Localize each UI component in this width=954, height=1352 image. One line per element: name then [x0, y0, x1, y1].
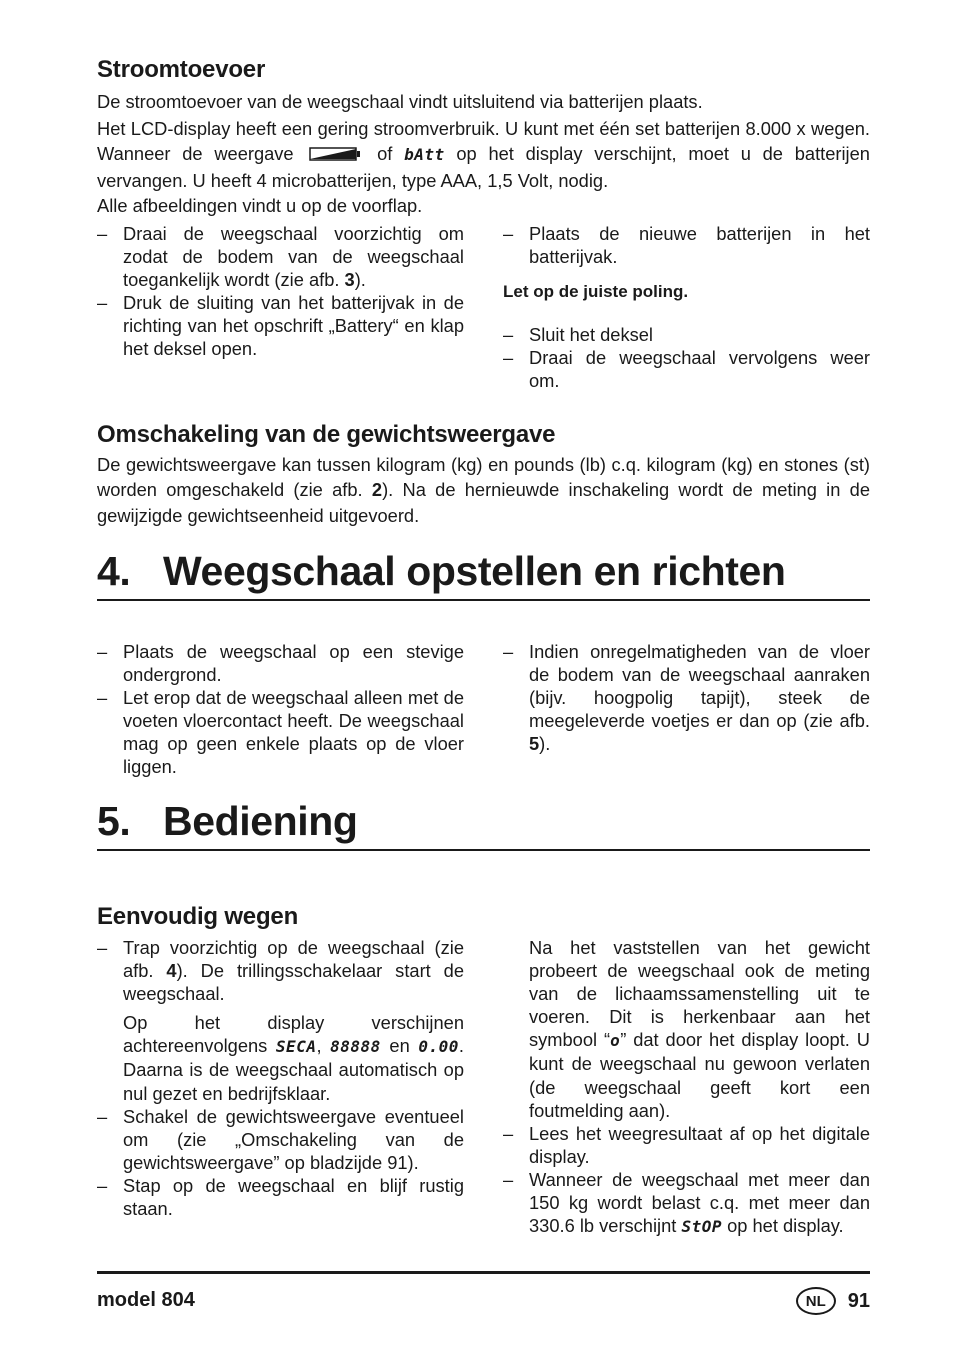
- list-item: – Plaats de weegschaal op een stevige ondergrond.: [97, 640, 464, 686]
- analysis-paragraph: Na het vaststellen van het gewicht probeert de weegschaal ook de meting van de lichaamssamenstelling uit te voeren. Dit is herkenbaar aan het symbool “o” dat door het display loopt. U kunt de weegschaal nu gewoon verlaten (de weegschaal geeft kort een foutmelding aan).: [529, 937, 870, 1121]
- list-item: – Draai de weegschaal voorzichtig om zodat de bodem van de weegschaal toegankelijk wordt (zie afb. 3).: [97, 222, 464, 291]
- section-heading-power: Stroomtoevoer: [97, 56, 266, 83]
- power-paragraph-2: Het LCD-display heeft een gering stroomverbruik. U kunt met één set batterijen 8.000 x wegen. Wanneer de weergave of bAtt op het display verschijnt, moet u de batterijen vervangen. U heeft 4 microbatterijen, type AAA, 1,5 Volt, nodig.: [97, 118, 870, 191]
- power-paragraph-3: Alle afbeeldingen vindt u op de voorflap.: [97, 195, 423, 216]
- list-item: – Druk de sluiting van het batterijvak in de richting van het opschrift „Battery“ en klap het deksel open.: [97, 291, 464, 360]
- lcd-stop-text: StOP: [681, 1217, 722, 1237]
- list-item: – Stap op de weegschaal en blijf rustig staan.: [97, 1174, 464, 1220]
- footer-divider: [97, 1271, 870, 1274]
- lcd-batt-text: bAtt: [404, 145, 445, 165]
- page-number: 91: [847, 1289, 870, 1312]
- page-footer-right: [796, 1287, 870, 1315]
- list-item: – Draai de weegschaal vervolgens weer om.: [503, 346, 870, 392]
- list-item: – Plaats de nieuwe batterijen in het batterijvak.: [503, 222, 870, 268]
- chapter-heading-operation: 5. Bediening: [97, 798, 870, 851]
- operation-steps-left: [97, 936, 464, 1220]
- section-heading-switching: Omschakeling van de gewichtsweergave: [97, 421, 556, 448]
- chapter-heading-setup: 4. Weegschaal opstellen en richten: [97, 548, 870, 601]
- section-heading-simple-weighing: Eenvoudig wegen: [97, 903, 299, 930]
- model-label: model 804: [97, 1289, 195, 1311]
- switching-paragraph: De gewichtsweergave kan tussen kilogram (kg) en pounds (lb) c.q. kilogram (kg) en stones (st) worden omgeschakeld (zie afb. 2). Na de hernieuwde inschakeling wordt de meting in de gewijzigde gewichtseenheid uitgevoerd.: [97, 454, 870, 526]
- list-item-continuation: Op het display verschijnen achtereenvolgens SECA, 88888 en 0.00. Daarna is de weegschaal automatisch op nul gezet en bedrijfsklaar.: [123, 1012, 464, 1104]
- list-item: – Wanneer de weegschaal met meer dan 150 kg wordt belast c.q. met meer dan 330.6 lb verschijnt StOP op het display.: [503, 1168, 870, 1238]
- operation-steps-right: [503, 936, 870, 1238]
- list-item: – Schakel de gewichtsweergave eventueel om (zie „Omschakeling van de gewichtsweergave” op bladzijde 91).: [97, 1105, 464, 1174]
- battery-low-icon: [309, 147, 361, 161]
- list-item: – Let erop dat de weegschaal alleen met de voeten vloercontact heeft. De weegschaal mag op geen enkele plaats op de vloer liggen.: [97, 686, 464, 778]
- lcd-seca-text: SECA: [275, 1037, 317, 1057]
- power-steps-right: [503, 222, 870, 393]
- manual-page: [97, 0, 870, 1352]
- power-steps-left: [97, 222, 464, 361]
- power-paragraph-1: De stroomtoevoer van de weegschaal vindt uitsluitend via batterijen plaats.: [97, 91, 703, 112]
- list-item: – Sluit het deksel: [503, 323, 870, 346]
- lcd-88888-text: 88888: [330, 1037, 381, 1057]
- list-item: – Lees het weegresultaat af op het digitale display.: [503, 1122, 870, 1168]
- setup-steps-right: [503, 640, 870, 755]
- lcd-zero-text: 0.00: [418, 1037, 459, 1057]
- setup-steps-left: [97, 640, 464, 779]
- polarity-note: Let op de juiste poling.: [503, 282, 689, 302]
- language-badge: NL: [796, 1287, 836, 1315]
- lcd-o-symbol: o: [610, 1031, 621, 1051]
- list-item: – Trap voorzichtig op de weegschaal (zie afb. 4). De trillingsschakelaar start de weegschaal.: [97, 936, 464, 1005]
- list-item: – Indien onregelmatigheden van de vloer de bodem van de weegschaal aanraken (bijv. hoogpolig tapijt), steek de meegeleverde voetjes er dan op (zie afb. 5).: [503, 640, 870, 755]
